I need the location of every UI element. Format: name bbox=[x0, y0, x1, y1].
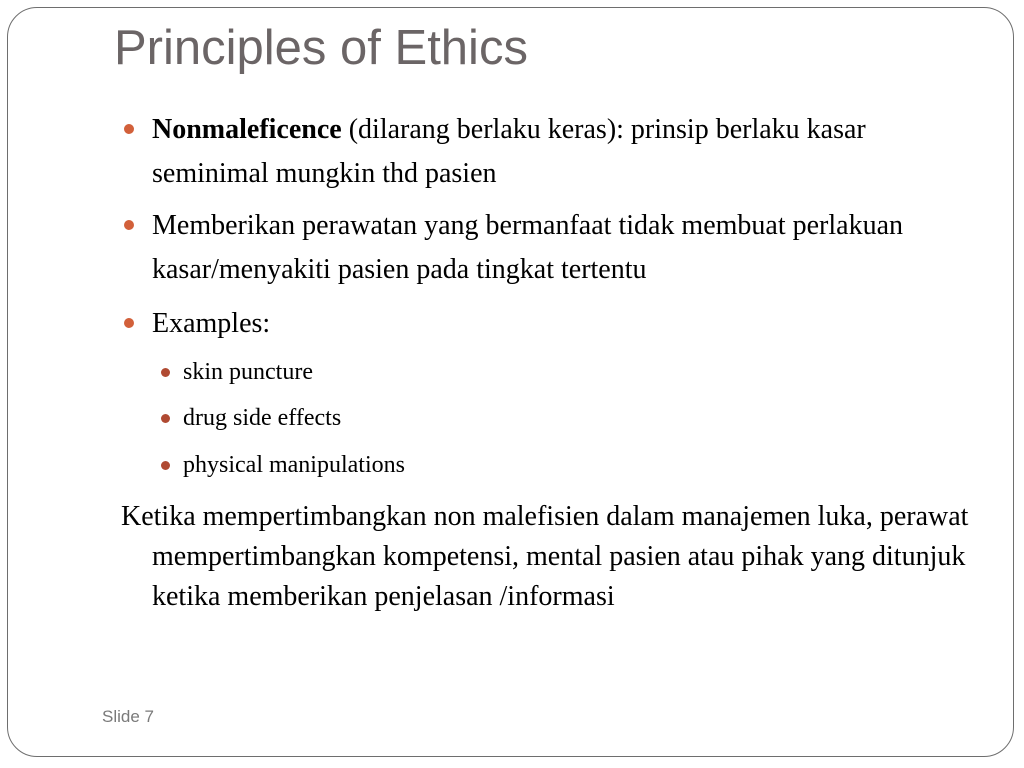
closing-paragraph: Ketika mempertimbangkan non malefisien dalam manajemen luka, perawat mempertimbangkan kompetensi, mental pasien atau pihak yang ditunjuk ketika memberikan penjelasan /informasi bbox=[121, 501, 969, 612]
sub-bullet-dot-icon bbox=[161, 414, 170, 423]
bullet-item bbox=[152, 204, 982, 292]
sub-bullet-item bbox=[183, 400, 963, 436]
bullet-text: Examples: bbox=[152, 308, 271, 339]
bullet-item bbox=[152, 302, 982, 346]
bullet-dot-icon bbox=[124, 220, 134, 230]
sub-bullet-text: skin puncture bbox=[183, 359, 313, 385]
sub-bullet-item bbox=[183, 354, 963, 390]
bullet-item bbox=[152, 108, 982, 196]
bullet-bold-term: Nonmaleficence bbox=[152, 114, 342, 145]
bullet-dot-icon bbox=[124, 124, 134, 134]
slide-title: Principles of Ethics bbox=[114, 21, 528, 75]
bullet-text: (dilarang berlaku keras): prinsip berlaku kasar seminimal mungkin thd pasien bbox=[152, 114, 866, 189]
sub-bullet-item bbox=[183, 447, 963, 483]
bullet-text: Memberikan perawatan yang bermanfaat tidak membuat perlakuan kasar/menyakiti pasien pada tingkat tertentu bbox=[152, 210, 904, 285]
sub-bullet-text: physical manipulations bbox=[183, 452, 405, 478]
sub-bullet-dot-icon bbox=[161, 368, 170, 377]
sub-bullet-text: drug side effects bbox=[183, 405, 342, 431]
slide-number: Slide 7 bbox=[102, 707, 154, 726]
sub-bullet-dot-icon bbox=[161, 461, 170, 470]
bullet-dot-icon bbox=[124, 318, 134, 328]
